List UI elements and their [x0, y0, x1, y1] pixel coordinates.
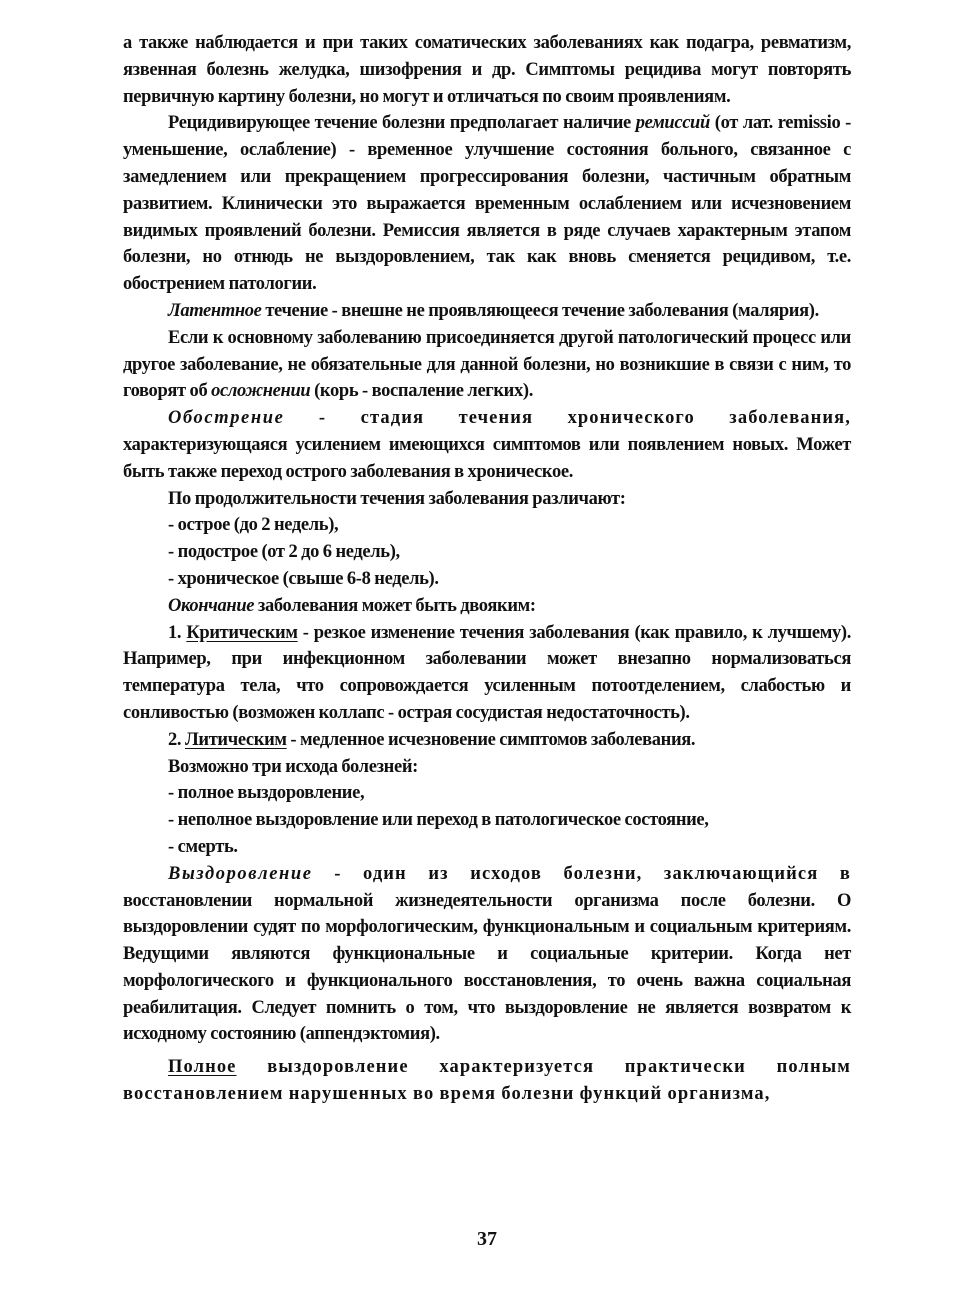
- body-text: [123, 30, 851, 1108]
- term-italic: ремиссий: [635, 113, 710, 134]
- text-segment: - стадия течения хронического заболевания,: [284, 408, 851, 429]
- paragraph-p15: [123, 807, 851, 834]
- text-segment: - подострое (от 2 до 6 недель),: [168, 542, 400, 563]
- paragraph-p10: [123, 593, 851, 620]
- paragraph-p11: [123, 620, 851, 727]
- paragraph-p5: [123, 405, 851, 485]
- text-segment: а также наблюдается и при таких соматических заболеваниях как подагра, ревматизм, язвенная болезнь желудка, шизофрения и др. Симптомы рецидива могут повторять первичную картину болезни, но могут и отличаться по своим проявлениям.: [123, 33, 851, 107]
- text-segment: - острое (до 2 недель),: [168, 515, 339, 536]
- paragraph-p9: [123, 566, 851, 593]
- text-segment: восстановлении нормальной жизнедеятельности организма после болезни. О выздоровлении судят по морфологическим, функциональным и социальным критериям. Ведущими являются функциональные и социальные критерии. Когда нет морфологического и функционального восстановления, то очень важна социальная реабилитация. Следует помнить о том, что выздоровление не является возвратом к исходному состоянию (аппендэктомия).: [123, 890, 851, 1045]
- text-segment: - неполное выздоровление или переход в патологическое состояние,: [168, 810, 709, 831]
- term-italic: осложнении: [211, 381, 311, 402]
- paragraph-p13: [123, 754, 851, 781]
- term-underlined: Критическим: [186, 622, 298, 643]
- paragraph-p16: [123, 834, 851, 861]
- page-number: 37: [477, 1228, 497, 1250]
- term-italic: Окончание: [168, 595, 255, 616]
- text-segment: (корь - воспаление легких).: [310, 381, 533, 402]
- text-segment: Если к основному заболеванию присоединяется другой патологический процесс или другое заболевание, не обязательные для данной болезни, но возникшие в связи с ним, то говорят об: [123, 327, 851, 402]
- paragraph-p2: [123, 110, 851, 298]
- paragraph-p6: [123, 486, 851, 513]
- paragraph-p8: [123, 539, 851, 566]
- text-segment: - один из исходов болезни, заключающийся в: [312, 863, 851, 884]
- text-segment: Возможно три исхода болезней:: [168, 756, 418, 777]
- text-segment: течение - внешне не проявляющееся течение заболевания (малярия).: [261, 300, 819, 321]
- text-segment: заболевания может быть двояким:: [254, 595, 536, 616]
- paragraph-p4: [123, 325, 851, 405]
- text-segment: 1.: [168, 622, 187, 643]
- text-segment: - медленное исчезновение симптомов заболевания.: [286, 729, 696, 750]
- text-segment: - смерть.: [168, 836, 238, 857]
- term-underlined: Литическим: [184, 729, 287, 750]
- term-underlined: Полное: [168, 1057, 237, 1078]
- paragraph-p17: [123, 861, 851, 1049]
- text-segment: - хроническое (свыше 6-8 недель).: [168, 568, 439, 589]
- text-segment: - полное выздоровление,: [168, 783, 365, 804]
- term-italic: Выздоровление: [168, 863, 313, 884]
- term-italic: Латентное: [168, 300, 262, 321]
- text-segment: По продолжительности течения заболевания различают:: [168, 488, 626, 509]
- paragraph-p14: [123, 780, 851, 807]
- text-segment: выздоровление характеризуется практически полным восстановлением нарушенных во время болезни функций организма,: [123, 1057, 851, 1105]
- paragraph-p18: [123, 1054, 851, 1108]
- term-italic: Обострение: [168, 408, 285, 429]
- text-segment: Рецидивирующее течение болезни предполагает наличие: [168, 113, 636, 134]
- paragraph-p3: [123, 298, 851, 325]
- text-segment: (от лат. remissio - уменьшение, ослабление) - временное улучшение состояния больного, связанное с замедлением или прекращением прогрессирования болезни, частичным обратным развитием. Клинически это выражается временным ослаблением или исчезновением видимых проявлений болезни. Ремиссия является в ряде случаев характерным этапом болезни, но отнюдь не выздоровлением, так как вновь сменяется рецидивом, т.е. обострением патологии.: [123, 113, 851, 295]
- paragraph-p1: [123, 30, 851, 110]
- paragraph-p12: [123, 727, 851, 754]
- text-segment: - резкое изменение течения заболевания (как правило, к лучшему). Например, при инфекционном заболевании может внезапно нормализоваться температура тела, что сопровождается усиленным потоотделением, слабостью и сонливостью (возможен коллапс - острая сосудистая недостаточность).: [123, 622, 852, 723]
- paragraph-p7: [123, 512, 851, 539]
- text-segment: 2.: [168, 729, 185, 750]
- text-segment: характеризующаяся усилением имеющихся симптомов или появлением новых. Может быть также переход острого заболевания в хроническое.: [123, 434, 851, 482]
